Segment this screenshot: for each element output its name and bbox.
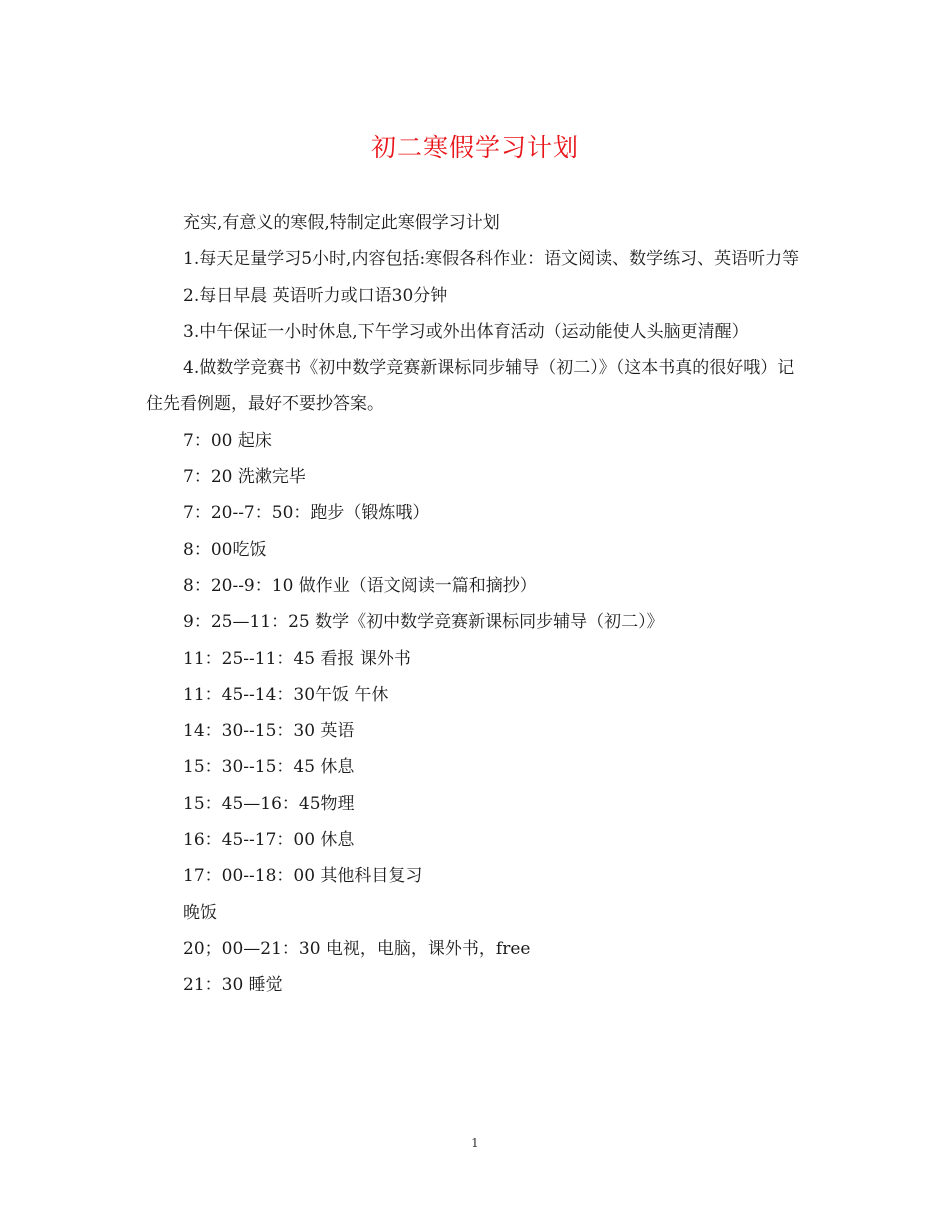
document-title: 初二寒假学习计划 (370, 133, 579, 162)
schedule-line: 15：45—16：45物理 (183, 793, 355, 814)
page-number: 1 (471, 1136, 479, 1150)
schedule-line: 17：00--18：00 其他科目复习 (183, 866, 423, 887)
document-body (146, 205, 806, 1004)
schedule-line: 11：45--14：30午饭 午休 (183, 684, 389, 705)
schedule-line: 8：20--9：10 做作业（语文阅读一篇和摘抄） (183, 575, 537, 596)
plan-item-3: 3.中午保证一小时休息,下午学习或外出体育活动（运动能使人头脑更清醒） (183, 321, 749, 342)
schedule-line: 16：45--17：00 休息 (183, 830, 355, 851)
schedule-line: 15：30--15：45 休息 (183, 757, 355, 778)
schedule-line: 7：20 洗漱完毕 (183, 467, 306, 488)
schedule-line: 14：30--15：30 英语 (183, 721, 355, 742)
schedule-line: 20；00—21：30 电视，电脑，课外书，free (183, 938, 531, 959)
schedule-line: 晚饭 (183, 902, 217, 923)
schedule-line: 7：20--7：50：跑步（锻炼哦） (183, 503, 430, 524)
plan-item-4: 4.做数学竞赛书《初中数学竞赛新课标同步辅导（初二）》（这本书真的很好哦）记住先看例题，最好不要抄答案。 (146, 358, 795, 415)
intro-paragraph: 充实,有意义的寒假,特制定此寒假学习计划 (183, 213, 500, 233)
schedule-line: 11：25--11：45 看报 课外书 (183, 648, 411, 669)
schedule-line: 21：30 睡觉 (183, 975, 283, 996)
plan-item-2: 2.每日早晨 英语听力或口语30分钟 (183, 285, 448, 306)
plan-item-1: 1.每天足量学习5小时,内容包括:寒假各科作业：语文阅读、数学练习、英语听力等 (183, 249, 800, 270)
schedule-line: 8：00吃饭 (183, 539, 267, 560)
schedule-line: 9：25—11：25 数学《初中数学竞赛新课标同步辅导（初二）》 (183, 612, 664, 633)
schedule-line: 7：00 起床 (183, 430, 272, 451)
